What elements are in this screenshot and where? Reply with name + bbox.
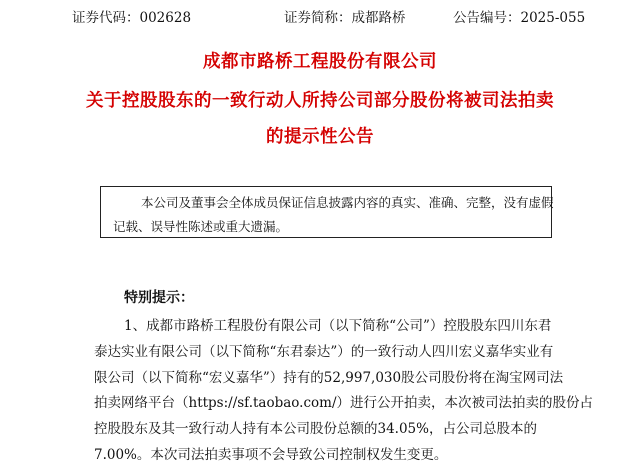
- tip-paragraph-line: 1、成都市路桥工程股份有限公司（以下简称“公司”）控股股东四川东君: [124, 318, 552, 334]
- announcement-title-line2: 的提示性公告: [266, 127, 374, 147]
- tip-paragraph-line: 控股股东及其一致行动人持有本公司股份总额的34.05%，占公司总股本的: [94, 421, 537, 437]
- company-name-title: 成都市路桥工程股份有限公司: [203, 52, 437, 72]
- stock-code: 证券代码：002628: [72, 10, 192, 26]
- announcement-title-line1: 关于控股股东的一致行动人所持公司部分股份将被司法拍卖: [86, 91, 554, 111]
- notice-line: 记载、误导性陈述或重大遗漏。: [113, 219, 289, 234]
- board-guarantee-notice: [100, 186, 552, 238]
- tip-paragraph-line: 泰达实业有限公司（以下简称“东君泰达”）的一致行动人四川宏义嘉华实业有: [94, 344, 554, 360]
- stock-abbreviation: 证券简称：成都路桥: [284, 10, 406, 26]
- notice-line: 本公司及董事会全体成员保证信息披露内容的真实、准确、完整，没有虚假: [141, 195, 554, 210]
- tip-paragraph-line: 拍卖网络平台（https://sf.taobao.com/）进行公开拍卖，本次被司法拍卖的股份占: [94, 395, 594, 411]
- tip-paragraph-line: 7.00%。本次司法拍卖事项不会导致公司控制权发生变更。: [94, 447, 448, 463]
- tip-paragraph-line: 限公司（以下简称“宏义嘉华”）持有的52,997,030股公司股份将在淘宝网司法: [94, 370, 564, 386]
- special-tips-heading: 特别提示：: [124, 290, 194, 306]
- announcement-number: 公告编号：2025-055: [453, 10, 586, 26]
- document-header: [0, 6, 640, 28]
